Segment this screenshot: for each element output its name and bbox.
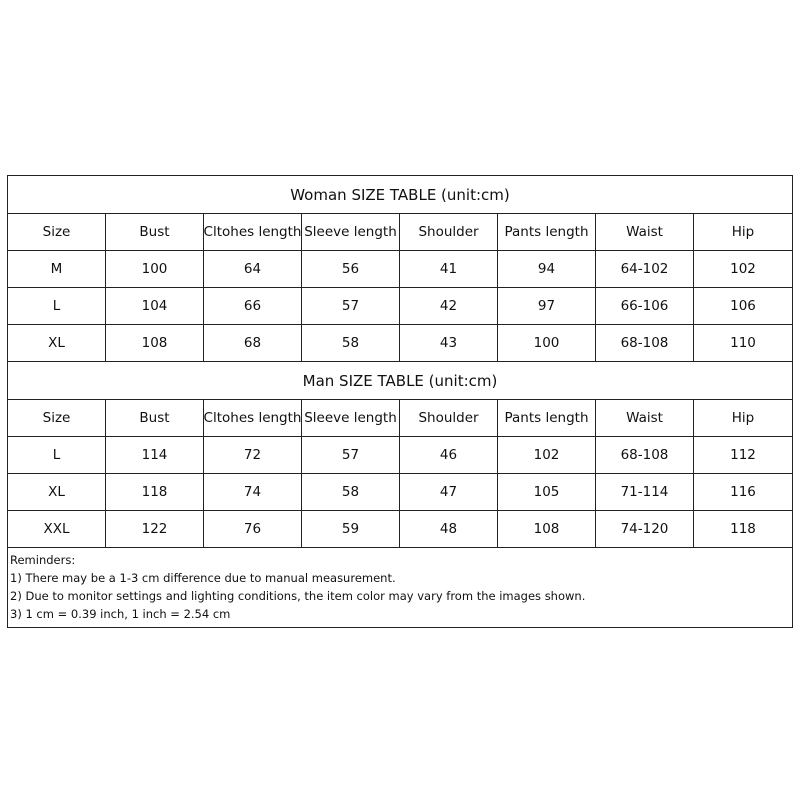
- man-header-row: [8, 400, 792, 437]
- header-cell: Bust: [106, 400, 204, 436]
- size-chart: [7, 175, 793, 628]
- table-cell: 46: [400, 437, 498, 473]
- table-cell: 72: [204, 437, 302, 473]
- reminder-item: 3) 1 cm = 0.39 inch, 1 inch = 2.54 cm: [10, 607, 231, 621]
- table-cell: L: [8, 437, 106, 473]
- table-cell: 76: [204, 511, 302, 547]
- table-cell: L: [8, 288, 106, 324]
- table-cell: 47: [400, 474, 498, 510]
- header-cell: Waist: [596, 400, 694, 436]
- table-cell: 59: [302, 511, 400, 547]
- table-row: [8, 251, 792, 288]
- table-cell: 58: [302, 325, 400, 361]
- header-cell: Pants length: [498, 400, 596, 436]
- table-cell: 41: [400, 251, 498, 287]
- table-cell: 122: [106, 511, 204, 547]
- table-cell: 58: [302, 474, 400, 510]
- reminders-heading: Reminders:: [10, 553, 76, 567]
- header-cell: Sleeve length: [302, 400, 400, 436]
- table-cell: 118: [730, 521, 756, 537]
- woman-header-row: [8, 214, 792, 251]
- table-cell: 68: [204, 325, 302, 361]
- table-cell: 114: [106, 437, 204, 473]
- header-cell: Hip: [731, 224, 755, 240]
- table-cell: 112: [730, 447, 756, 463]
- table-cell: XL: [8, 325, 106, 361]
- table-cell: 94: [498, 251, 596, 287]
- table-cell: 74: [204, 474, 302, 510]
- table-cell: 48: [400, 511, 498, 547]
- table-row: [8, 474, 792, 511]
- table-cell: 64: [204, 251, 302, 287]
- table-row: [8, 511, 792, 548]
- reminder-item: 1) There may be a 1-3 cm difference due to manual measurement.: [10, 571, 396, 585]
- table-cell: XXL: [8, 511, 106, 547]
- table-cell: 97: [498, 288, 596, 324]
- header-cell: Cltohes length: [204, 214, 302, 250]
- table-cell: 105: [498, 474, 596, 510]
- table-cell: 108: [498, 511, 596, 547]
- table-cell: 42: [400, 288, 498, 324]
- table-cell: 57: [302, 437, 400, 473]
- table-cell: M: [8, 251, 106, 287]
- table-cell: 100: [498, 325, 596, 361]
- table-cell: 71-114: [596, 474, 694, 510]
- table-cell: 102: [730, 261, 756, 277]
- table-cell: 43: [400, 325, 498, 361]
- table-cell: 57: [302, 288, 400, 324]
- table-cell: 118: [106, 474, 204, 510]
- header-cell: Shoulder: [400, 400, 498, 436]
- header-cell: Shoulder: [400, 214, 498, 250]
- table-cell: 68-108: [596, 325, 694, 361]
- table-row: [8, 437, 792, 474]
- table-cell: 100: [106, 251, 204, 287]
- table-cell: 116: [730, 484, 756, 500]
- header-cell: Hip: [731, 410, 755, 426]
- table-cell: 102: [498, 437, 596, 473]
- header-cell: Cltohes length: [204, 400, 302, 436]
- table-row: [8, 288, 792, 325]
- man-table-title: Man SIZE TABLE (unit:cm): [8, 362, 792, 400]
- table-cell: 56: [302, 251, 400, 287]
- header-cell: Pants length: [498, 214, 596, 250]
- reminders: [8, 548, 792, 623]
- table-cell: 106: [730, 298, 756, 314]
- table-cell: XL: [8, 474, 106, 510]
- table-cell: 66: [204, 288, 302, 324]
- table-cell: 68-108: [596, 437, 694, 473]
- table-cell: 108: [106, 325, 204, 361]
- table-cell: 74-120: [596, 511, 694, 547]
- table-cell: 110: [730, 335, 756, 351]
- table-cell: 64-102: [596, 251, 694, 287]
- reminder-item: 2) Due to monitor settings and lighting conditions, the item color may vary from the images shown.: [10, 589, 586, 603]
- table-cell: 66-106: [596, 288, 694, 324]
- table-cell: 104: [106, 288, 204, 324]
- header-cell: Bust: [106, 214, 204, 250]
- woman-table-title: Woman SIZE TABLE (unit:cm): [8, 176, 792, 214]
- header-cell: Size: [8, 214, 106, 250]
- header-cell: Sleeve length: [302, 214, 400, 250]
- header-cell: Waist: [596, 214, 694, 250]
- table-row: [8, 325, 792, 362]
- header-cell: Size: [8, 400, 106, 436]
